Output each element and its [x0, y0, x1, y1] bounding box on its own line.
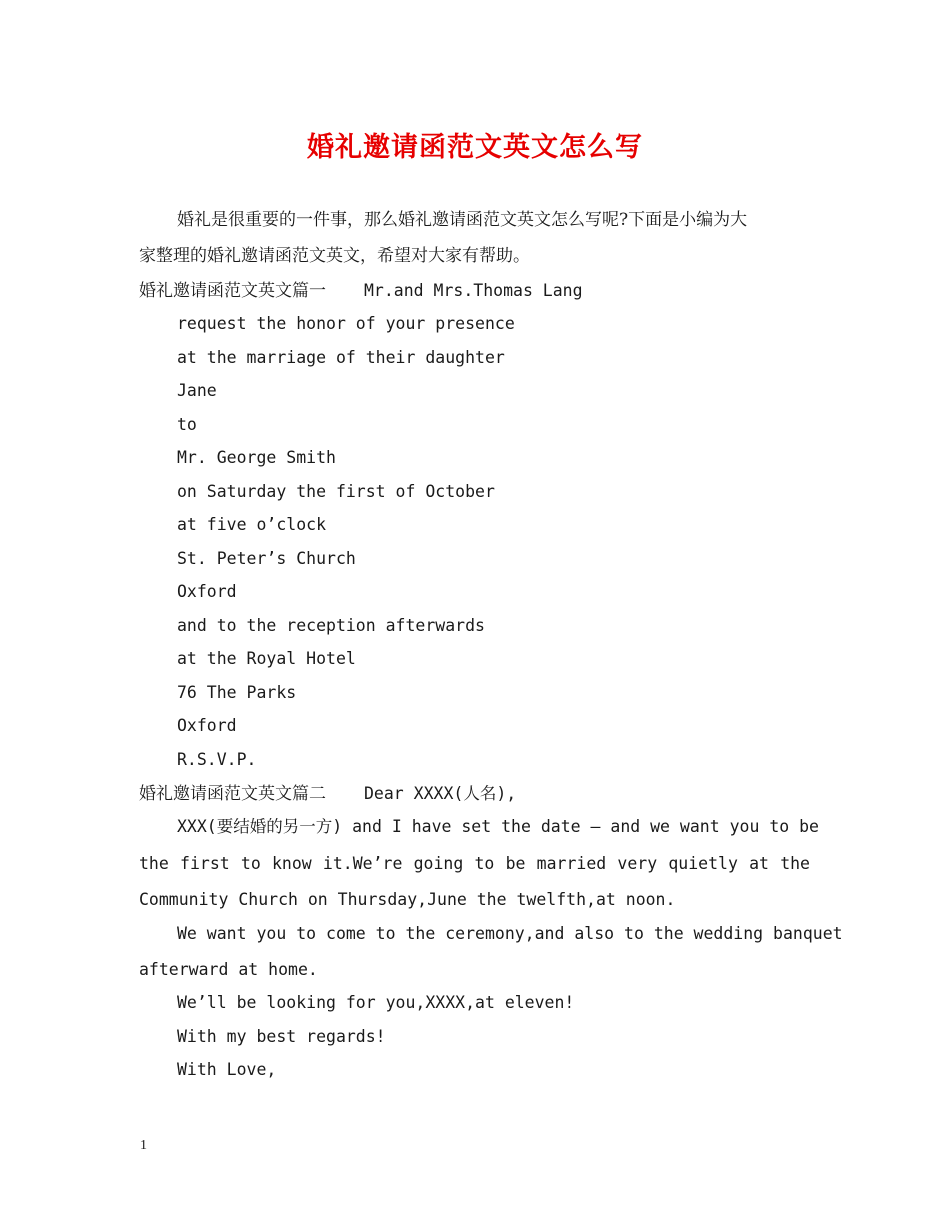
section1-heading: 婚礼邀请函范文英文篇一 — [139, 281, 326, 301]
intro-line-2: 家整理的婚礼邀请函范文英文，希望对大家有帮助。 — [139, 246, 530, 266]
invitation-line: R.S.V.P. — [177, 750, 257, 769]
letter-paragraph-2-line-2: afterward at home. — [139, 960, 318, 979]
salutation: Dear XXXX(人名), — [364, 784, 517, 803]
section1-heading-row — [139, 279, 583, 303]
letter-paragraph-4: With my best regards! — [177, 1027, 386, 1046]
section2-heading: 婚礼邀请函范文英文篇二 — [139, 784, 326, 804]
invitation-line: Mr. George Smith — [177, 448, 336, 467]
invitation-line: Jane — [177, 381, 217, 400]
invitation-line: on Saturday the first of October — [177, 482, 495, 501]
section2-heading-row — [139, 782, 516, 806]
invitation-line: at the Royal Hotel — [177, 649, 356, 668]
letter-closing: With Love, — [177, 1060, 277, 1079]
section1-first-line: Mr.and Mrs.Thomas Lang — [364, 281, 583, 300]
page-number: 1 — [140, 1138, 147, 1153]
invitation-line: Oxford — [177, 582, 237, 601]
invitation-line: at five o’clock — [177, 515, 327, 534]
intro-line-1: 婚礼是很重要的一件事，那么婚礼邀请函范文英文怎么写呢?下面是小编为大 — [177, 210, 748, 230]
page-title: 婚礼邀请函范文英文怎么写 — [307, 132, 643, 163]
invitation-line: Oxford — [177, 716, 237, 735]
letter-paragraph-1-line-2: the first to know it.We’re going to be married very quietly at the — [139, 854, 810, 873]
invitation-line: St. Peter’s Church — [177, 549, 356, 568]
letter-paragraph-3: We’ll be looking for you,XXXX,at eleven! — [177, 993, 575, 1012]
letter-paragraph-1-line-3: Community Church on Thursday,June the twelfth,at noon. — [139, 890, 676, 909]
invitation-line: to — [177, 415, 197, 434]
invitation-line: 76 The Parks — [177, 683, 297, 702]
invitation-line: and to the reception afterwards — [177, 616, 485, 635]
letter-paragraph-2-line-1: We want you to come to the ceremony,and also to the wedding banquet — [177, 924, 843, 943]
invitation-line: at the marriage of their daughter — [177, 348, 505, 367]
invitation-line: request the honor of your presence — [177, 314, 515, 333]
letter-paragraph-1-line-1: XXX(要结婚的另一方) and I have set the date — and we want you to be — [177, 817, 819, 836]
